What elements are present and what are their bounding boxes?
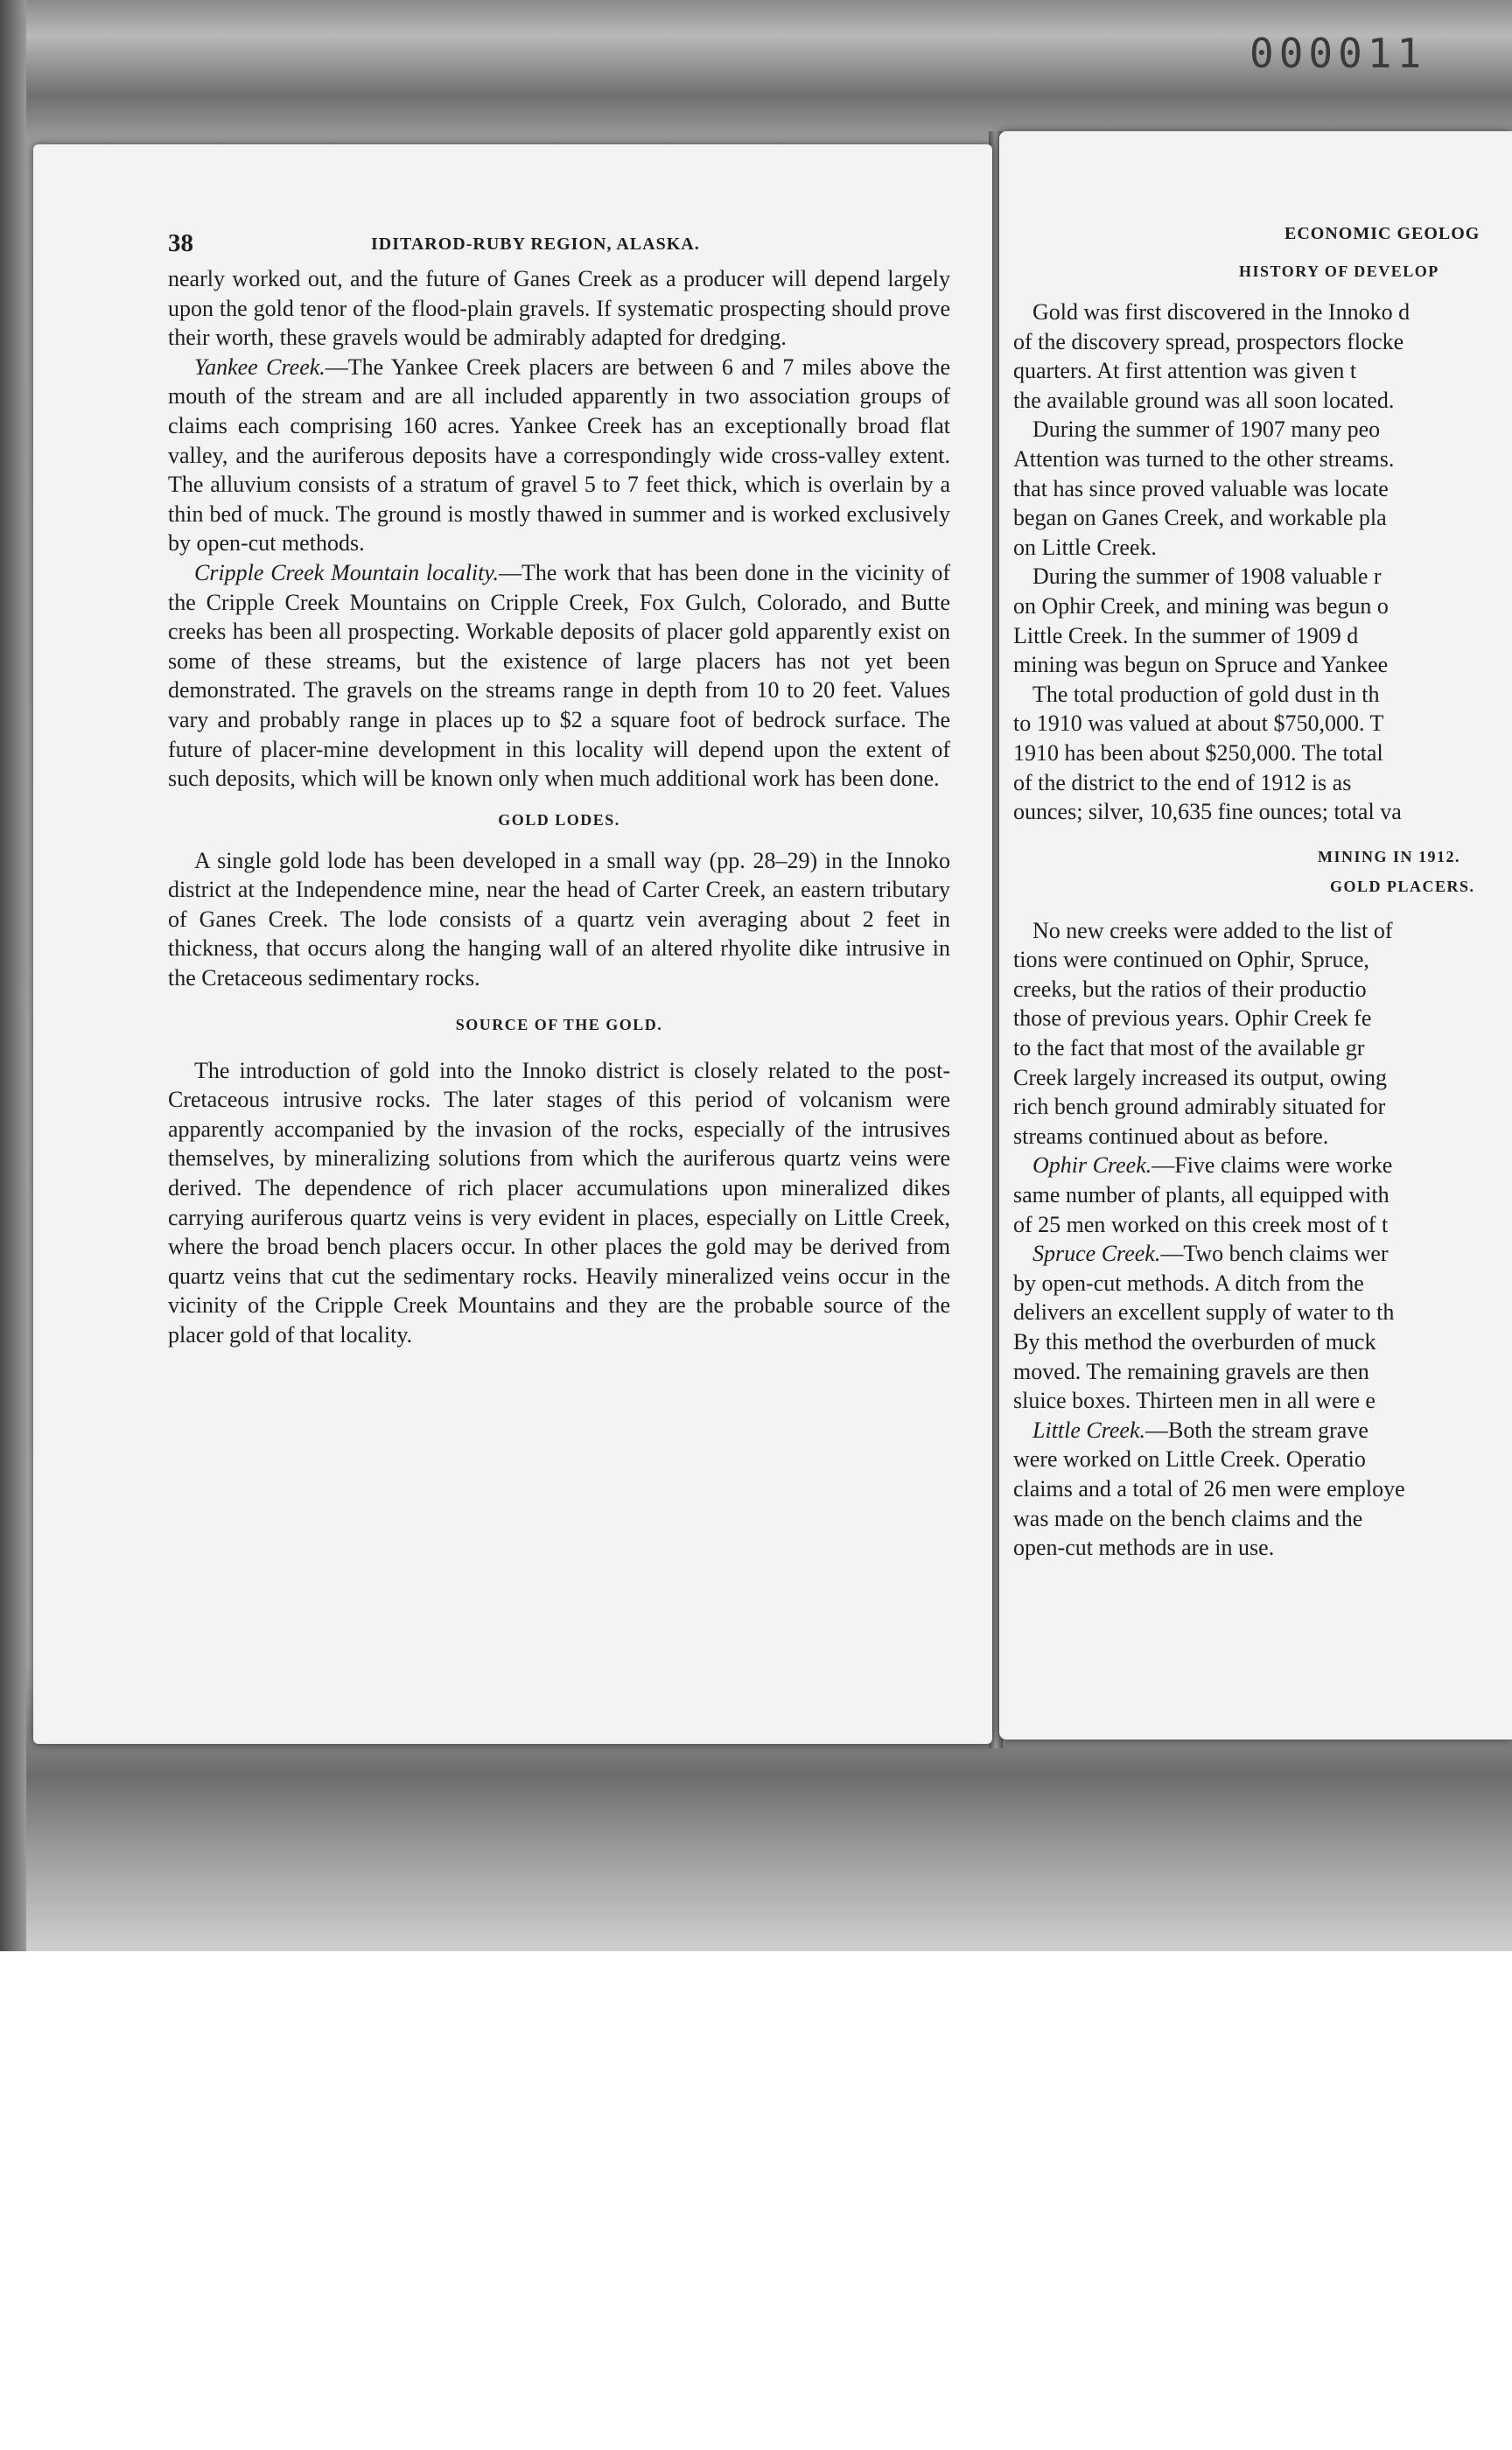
text-line: were worked on Little Creek. Operatio: [1013, 1446, 1366, 1473]
text-line: to 1910 was valued at about $750,000. T: [1013, 710, 1384, 737]
paragraph: A single gold lode has been developed in a small way (pp. 28–29) in the Innoko district at the Independence mine, near the head of Carter Creek, an eastern tributary of Ganes Creek. The lode consists of a quartz vein averaging about 2 feet in thickness, that occurs along the hanging wall of an altered rhyolite dike intrusive in the Cretaceous sedimentary rocks.: [168, 847, 950, 991]
text-line: on Little Creek.: [1013, 534, 1157, 560]
section-heading: MINING IN 1912.: [1318, 847, 1461, 865]
text-line: quarters. At first attention was given t: [1013, 358, 1357, 384]
text-line: those of previous years. Ophir Creek fe: [1013, 1005, 1372, 1032]
section-heading: GOLD PLACERS.: [1330, 877, 1475, 895]
paragraph: nearly worked out, and the future of Ganes Creek as a producer will depend largely upon the gold tenor of the flood-plain gravels. If systematic prospecting should prove their worth, these gravels would be admirably adapted for dredging.: [168, 266, 950, 351]
text-line: tions were continued on Ophir, Spruce,: [1013, 947, 1369, 973]
text-line: Ophir Creek.—Five claims were worke: [1032, 1152, 1393, 1179]
text-line: open-cut methods are in use.: [1013, 1535, 1275, 1561]
page-number: 38: [168, 229, 193, 257]
paragraph-title: Spruce Creek.: [1032, 1241, 1161, 1267]
text-line: sluice boxes. Thirteen men in all were e: [1013, 1388, 1376, 1414]
section-heading: GOLD LODES.: [498, 810, 620, 829]
text-line: streams continued about as before.: [1013, 1123, 1329, 1149]
text-line: claims and a total of 26 men were employe: [1013, 1475, 1405, 1502]
left-page-text: [168, 229, 950, 1350]
text-line: moved. The remaining gravels are then: [1013, 1358, 1369, 1384]
text-line: of the district to the end of 1912 is as: [1013, 769, 1352, 795]
text-line: mining was begun on Spruce and Yankee: [1013, 652, 1389, 678]
text-line: same number of plants, all equipped with: [1013, 1182, 1390, 1208]
text-line: rich bench ground admirably situated for: [1013, 1094, 1386, 1120]
section-heading: HISTORY OF DEVELOP: [1239, 262, 1439, 280]
text-line: The total production of gold dust in th: [1032, 681, 1380, 707]
paragraph-title: Yankee Creek.: [194, 354, 326, 380]
text-line: of the discovery spread, prospectors flocke: [1013, 328, 1404, 354]
running-head: IDITAROD-RUBY REGION, ALASKA.: [371, 234, 700, 254]
text-line: During the summer of 1908 valuable r: [1032, 564, 1382, 590]
text-line: Little Creek. In the summer of 1909 d: [1013, 622, 1359, 648]
running-head: ECONOMIC GEOLOG: [1284, 224, 1480, 243]
text-line: that has since proved valuable was locate: [1013, 475, 1389, 501]
paragraph-title: Ophir Creek.: [1032, 1152, 1152, 1179]
right-page-text: [1013, 219, 1512, 1563]
text-line: by open-cut methods. A ditch from the: [1013, 1270, 1364, 1296]
blank-margin: [0, 1951, 1512, 2450]
text-line: Little Creek.—Both the stream grave: [1032, 1417, 1368, 1443]
text-line: Attention was turned to the other streams.: [1013, 445, 1395, 472]
right-header: [1013, 219, 1512, 254]
text-line: No new creeks were added to the list of: [1032, 917, 1393, 943]
paragraph-title: Little Creek.: [1032, 1417, 1146, 1443]
section-heading: SOURCE OF THE GOLD.: [455, 1015, 663, 1033]
archive-stamp: 000011: [1250, 30, 1427, 77]
text-line: Spruce Creek.—Two bench claims wer: [1032, 1241, 1389, 1267]
text-line: During the summer of 1907 many peo: [1032, 416, 1381, 443]
text-line: Creek largely increased its output, owing: [1013, 1064, 1387, 1090]
text-line: 1910 has been about $250,000. The total: [1013, 739, 1383, 766]
text-line: the available ground was all soon located.: [1013, 387, 1395, 413]
text-line: creeks, but the ratios of their productio: [1013, 976, 1367, 1002]
text-line: was made on the bench claims and the: [1013, 1505, 1363, 1531]
text-line: Gold was first discovered in the Innoko d: [1032, 299, 1410, 325]
text-line: By this method the overburden of muck: [1013, 1329, 1376, 1354]
text-line: of 25 men worked on this creek most of t: [1013, 1211, 1389, 1237]
text-line: on Ophir Creek, and mining was begun o: [1013, 592, 1389, 619]
paragraph: The introduction of gold into the Innoko district is closely related to the post-Cretaceous intrusive rocks. The later stages of this period of volcanism were apparently accompanied by the invasion of the rocks, especially of the intrusives themselves, by mineralizing solutions from which the auriferous quartz veins were derived. The dependence of rich placer accumulations upon mineralized dikes carrying auriferous quartz veins is very evident in places, especially on Little Creek, where the broad bench placers occur. In other places the gold may be derived from quartz veins that cut the sedimentary rocks. Heavily mineralized veins occur in the vicinity of the Cripple Creek Mountains and they are the probable source of the placer gold of that locality.: [168, 1057, 950, 1348]
text-line: to the fact that most of the available gr: [1013, 1035, 1365, 1061]
left-header: [168, 229, 950, 264]
text-line: began on Ganes Creek, and workable pla: [1013, 505, 1387, 531]
text-line: ounces; silver, 10,635 fine ounces; total va: [1013, 799, 1402, 825]
text-line: delivers an excellent supply of water to th: [1013, 1299, 1395, 1326]
paragraph: Yankee Creek.—The Yankee Creek placers are between 6 and 7 miles above the mouth of the stream and are all included apparently in two association groups of claims each comprising 160 acres. Yankee Creek has an exceptionally broad flat valley, and the auriferous deposits have a correspondingly wide cross-valley extent. The alluvium consists of a stratum of gravel 5 to 7 feet thick, which is overlain by a thin bed of muck. The ground is mostly thawed in summer and is worked exclusively by open-cut methods.: [168, 354, 950, 556]
paragraph: Cripple Creek Mountain locality.—The work that has been done in the vicinity of the Cripple Creek Mountains on Cripple Creek, Fox Gulch, Colorado, and Butte creeks has been all prospecting. Workable deposits of placer gold apparently exist on some of these streams, but the existence of large placers has not yet been demonstrated. The gravels on the streams range in depth from 10 to 20 feet. Values vary and probably range in places up to $2 a square foot of bedrock surface. The future of placer-mine development in this locality will depend upon the extent of such deposits, which will be known only when much additional work has been done.: [168, 559, 950, 792]
paragraph-title: Cripple Creek Mountain locality.: [194, 559, 499, 585]
